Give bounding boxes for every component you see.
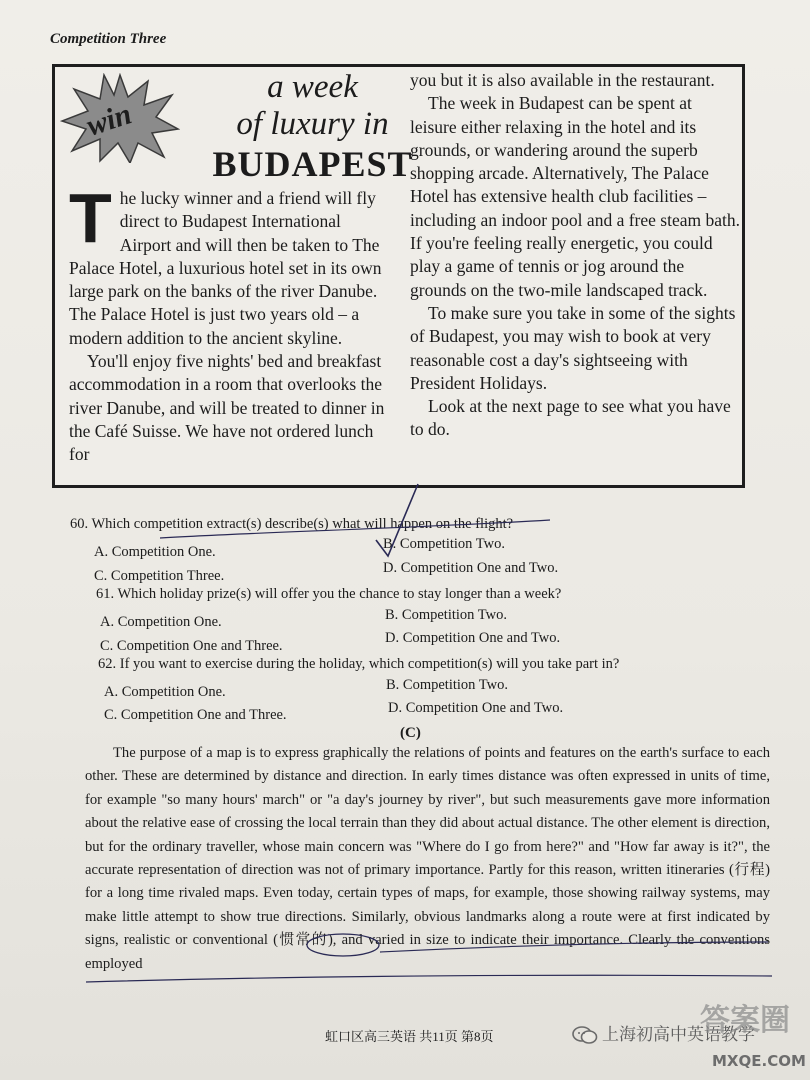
ad-headline (175, 69, 450, 185)
ad-paragraph (69, 179, 394, 350)
question-60-option-c[interactable]: C. Competition Three. (94, 568, 225, 584)
ad-paragraph: To make sure you take in some of the sights of Budapest, you may wish to book at very reasonable cost a day's sightseeing with President Holidays. (410, 302, 736, 393)
question-60-option-a[interactable]: A. Competition One. (94, 544, 216, 560)
wechat-icon (572, 1026, 598, 1044)
advertisement-box (52, 64, 745, 488)
underline-mark (86, 975, 772, 982)
badge-text: win (82, 97, 136, 143)
ad-paragraph: you but it is also available in the restaurant. (410, 70, 715, 90)
ad-paragraph: You'll enjoy five nights' bed and breakfast accommodation in a room that overlooks the river Danube, and will be treated to dinner in the Café Suisse. We have not ordered lunch for (69, 351, 385, 465)
headline-line-3: BUDAPEST (212, 144, 413, 184)
question-61-stem: 61. Which holiday prize(s) will offer you the chance to stay longer than a week? (96, 586, 562, 602)
question-62-option-d[interactable]: D. Competition One and Two. (388, 700, 564, 716)
reading-passage (85, 742, 770, 976)
question-62-option-c[interactable]: C. Competition One and Three. (104, 707, 287, 723)
ad-paragraph-text: he lucky winner and a friend will fly direct to Budapest International Airport and will then be taken to The Palace Hotel, a luxurious hotel set in its own large park on the banks of the river Danube. The Palace Hotel is just two years old – a modern addition to the ancient skyline. (69, 188, 382, 348)
ad-left-column (69, 179, 394, 467)
headline-line-2: of luxury in (236, 106, 389, 142)
starburst-badge (60, 73, 180, 163)
drop-cap: T (69, 179, 112, 257)
question-60-option-d[interactable]: D. Competition One and Two. (383, 560, 559, 576)
question-61-option-d[interactable]: D. Competition One and Two. (385, 630, 561, 646)
passage-paragraph: The purpose of a map is to express graphically the relations of points and features on the earth's surface to each other. These are determined by distance and direction. In early times distance was often expressed in units of time, for example "so many hours' march" or "a day's journey by river", but such measurements gave more information about the relative ease of crossing the local terrain than they did about actual distance. The other element is direction, but for the ordinary traveller, whose main concern was "Where do I go from here?" and "How far away is it?", the accurate representation of direction was not of primary importance. Partly for this reason, written itineraries (行程) for a long time rivaled maps. Even today, certain types of maps, for example, those showing railway systems, may make little attempt to show true directions. Similarly, obvious landmarks along a route were at first indicated by signs, realistic or conventional (惯常的), and varied in size to indicate their importance. Clearly the conventions employed (85, 745, 770, 972)
ad-paragraph: The week in Budapest can be spent at leisure either relaxing in the hotel and its grounds, or wandering around the superb shopping arcade. Alternatively, The Palace Hotel has extensive health club facilities – including an indoor pool and a free steam bath. If you're feeling really energetic, you could play a game of tennis or jog around the grounds on the two-mile landscaped track. (410, 93, 740, 300)
watermark-site: MXQE.COM (712, 1052, 806, 1070)
question-61-option-c[interactable]: C. Competition One and Three. (100, 638, 283, 654)
headline-line-1: a week (267, 69, 358, 105)
question-62-option-b[interactable]: B. Competition Two. (386, 677, 508, 693)
running-head: Competition Three (50, 31, 167, 47)
question-60-option-b[interactable]: B. Competition Two. (383, 536, 505, 552)
watermark-account: 上海初高中英语教学 (602, 1025, 755, 1045)
section-label: (C) (400, 725, 421, 741)
ad-paragraph: Look at the next page to see what you have to do. (410, 396, 731, 440)
question-62-option-a[interactable]: A. Competition One. (104, 684, 226, 700)
question-62-stem: 62. If you want to exercise during the holiday, which competition(s) will you take part in? (98, 656, 620, 672)
watermark-logo: 答案圈 (700, 1003, 790, 1038)
question-60-stem: 60. Which competition extract(s) describe(s) what will happen on the flight? (70, 516, 514, 532)
ad-right-column (410, 69, 740, 442)
question-61-option-a[interactable]: A. Competition One. (100, 614, 222, 630)
page-footer: 虹口区高三英语 共11页 第8页 (325, 1029, 494, 1044)
question-61-option-b[interactable]: B. Competition Two. (385, 607, 507, 623)
